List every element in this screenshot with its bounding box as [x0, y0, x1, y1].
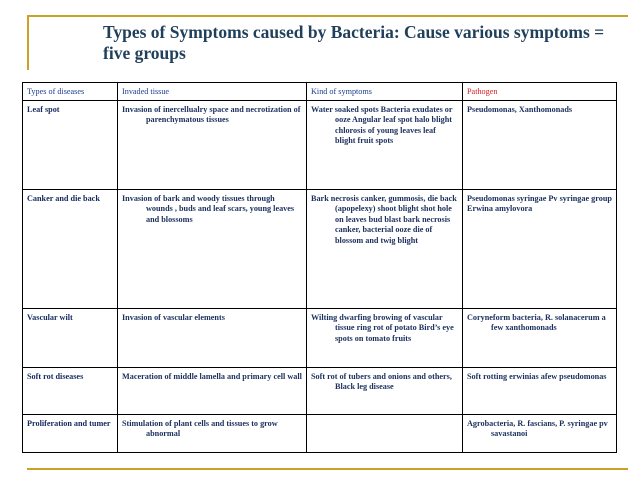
- symptoms-cell: Soft rot of tubers and onions and others, Black leg disease: [307, 367, 463, 414]
- tissue-cell: Maceration of middle lamella and primary cell wall: [118, 367, 307, 414]
- header-invaded-tissue: Invaded tissue: [118, 83, 307, 101]
- tissue-cell: Invasion of vascular elements: [118, 308, 307, 367]
- symptoms-cell: Bark necrosis canker, gummosis, die back (apopelexy) shoot blight shot hole on leaves bud blast bark necrosis canker, bacterial ooze die of blossom and twig blight: [307, 189, 463, 308]
- pathogen-line: Pseudomonas syringae Pv syringae group: [467, 193, 612, 203]
- header-pathogen: Pathogen: [463, 83, 617, 101]
- disease-cell: Proliferation and tumer: [23, 414, 118, 452]
- disease-cell: Leaf spot: [23, 100, 118, 189]
- table-row: [23, 308, 617, 367]
- tissue-cell: Stimulation of plant cells and tissues to grow abnormal: [118, 414, 307, 452]
- tissue-cell: Invasion of bark and woody tissues through wounds , buds and leaf scars, young leaves and blossoms: [118, 189, 307, 308]
- pathogen-cell: Soft rotting erwinias afew pseudomonas: [463, 367, 617, 414]
- pathogen-cell: [463, 189, 617, 308]
- tissue-cell: Invasion of inercellualry space and necrotization of parenchymatous tissues: [118, 100, 307, 189]
- disease-cell: Canker and die back: [23, 189, 118, 308]
- table-row: [23, 414, 617, 452]
- slide-title: Types of Symptoms caused by Bacteria: Cause various symptoms = five groups: [103, 22, 605, 63]
- pathogen-line: Erwina amylovora: [467, 204, 533, 214]
- top-accent-rule: [27, 15, 628, 17]
- symptoms-table: [22, 82, 617, 453]
- pathogen-cell: Agrobacteria, R. fascians, P. syringae pv savastanoi: [463, 414, 617, 452]
- table-header-row: [23, 83, 617, 101]
- pathogen-cell: Coryneform bacteria, R. solanacerum a few xanthomonads: [463, 308, 617, 367]
- table-row: [23, 189, 617, 308]
- symptoms-cell: Wilting dwarfing browing of vascular tissue ring rot of potato Bird’s eye spots on tomato fruits: [307, 308, 463, 367]
- table-row: [23, 367, 617, 414]
- left-accent-rule: [27, 15, 29, 70]
- header-diseases: Types of diseases: [23, 83, 118, 101]
- bottom-accent-rule: [27, 468, 628, 470]
- symptoms-cell: Water soaked spots Bacteria exudates or ooze Angular leaf spot halo blight chlorosis of young leaves leaf blight fruit spots: [307, 100, 463, 189]
- pathogen-cell: Pseudomonas, Xanthomonads: [463, 100, 617, 189]
- disease-cell: Soft rot diseases: [23, 367, 118, 414]
- header-kind-of-symptoms: Kind of symptoms: [307, 83, 463, 101]
- disease-cell: Vascular wilt: [23, 308, 118, 367]
- symptoms-cell: [307, 414, 463, 452]
- table-row: [23, 100, 617, 189]
